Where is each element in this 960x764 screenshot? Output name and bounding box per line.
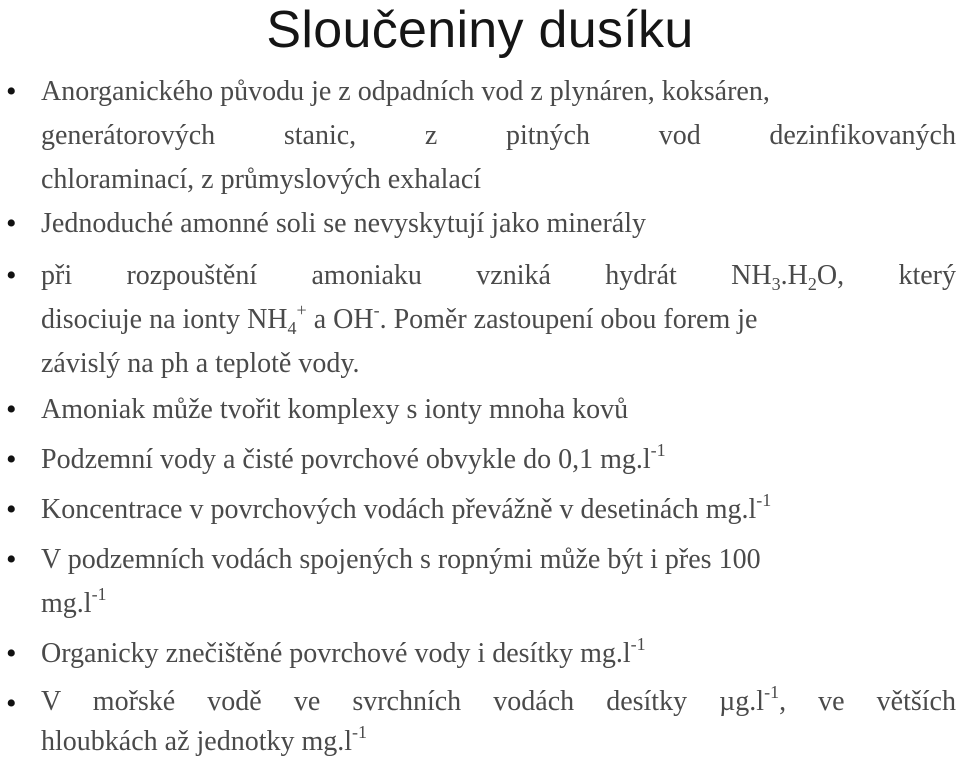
text-segment: Koncentrace v povrchových vodách převážně v desetinách mg.l: [41, 494, 757, 525]
bullet-text: [41, 488, 956, 532]
bullet-icon: •: [6, 687, 17, 720]
text-line: [41, 582, 956, 626]
superscript: -1: [764, 682, 780, 702]
text-line: [41, 722, 956, 762]
bullet-icon: •: [6, 493, 17, 526]
bullet-text: [41, 254, 956, 386]
bullet-text: [41, 538, 956, 626]
subscript: 4: [287, 318, 297, 338]
superscript: -1: [630, 634, 646, 654]
text-segment: O, který: [816, 260, 956, 291]
bullet-icon: •: [6, 393, 17, 426]
text-line: generátorových stanic, z pitných vod dezinfikovaných: [41, 120, 956, 151]
text-segment: a OH: [306, 304, 374, 335]
superscript: -1: [352, 722, 368, 742]
subscript: 3: [771, 274, 781, 294]
superscript: -1: [756, 490, 772, 510]
text-line: [41, 254, 956, 298]
text-line: [41, 682, 956, 722]
bullet-icon: •: [6, 443, 17, 476]
text-segment: , ve větších: [779, 686, 956, 717]
text-segment: V mořské vodě ve svrchních vodách desítky µg.l: [41, 686, 765, 717]
text-line: V podzemních vodách spojených s ropnými může být i přes 100: [41, 544, 761, 575]
slide-title: Sloučeniny dusíku: [266, 1, 694, 59]
superscript: -: [373, 300, 380, 320]
text-segment: . Poměr zastoupení obou forem je: [379, 304, 758, 335]
text-segment: mg.l: [41, 588, 92, 619]
text-segment: Organicky znečištěné povrchové vody i desítky mg.l: [41, 638, 631, 669]
bullet-text: Amoniak může tvořit komplexy s ionty mnoha kovů: [41, 394, 629, 425]
bullet-icon: •: [6, 207, 17, 240]
text-segment: disociuje na ionty NH: [41, 304, 288, 335]
bullet-icon: •: [6, 543, 17, 576]
subscript: 2: [807, 274, 817, 294]
text-line: chloraminací, z průmyslových exhalací: [41, 164, 482, 195]
bullet-text: [41, 70, 956, 202]
bullet-icon: •: [6, 637, 17, 670]
text-segment: Podzemní vody a čisté povrchové obvykle do 0,1 mg.l: [41, 444, 651, 475]
bullet-text: [41, 682, 956, 762]
bullet-text: [41, 632, 956, 676]
text-segment: hloubkách až jednotky mg.l: [41, 726, 353, 757]
text-line: [41, 298, 956, 342]
bullet-icon: •: [6, 75, 17, 108]
text-line: Anorganického původu je z odpadních vod z plynáren, koksáren,: [41, 76, 770, 107]
superscript: -1: [650, 440, 666, 460]
bullet-text: Jednoduché amonné soli se nevyskytují jako minerály: [41, 208, 646, 239]
superscript: -1: [91, 584, 107, 604]
superscript: +: [296, 300, 307, 320]
text-line: závislý na ph a teplotě vody.: [41, 348, 360, 379]
text-segment: .H: [780, 260, 808, 291]
bullet-text: [41, 438, 956, 482]
bullet-icon: •: [6, 259, 17, 292]
text-segment: při rozpouštění amoniaku vzniká hydrát NH: [41, 260, 772, 291]
